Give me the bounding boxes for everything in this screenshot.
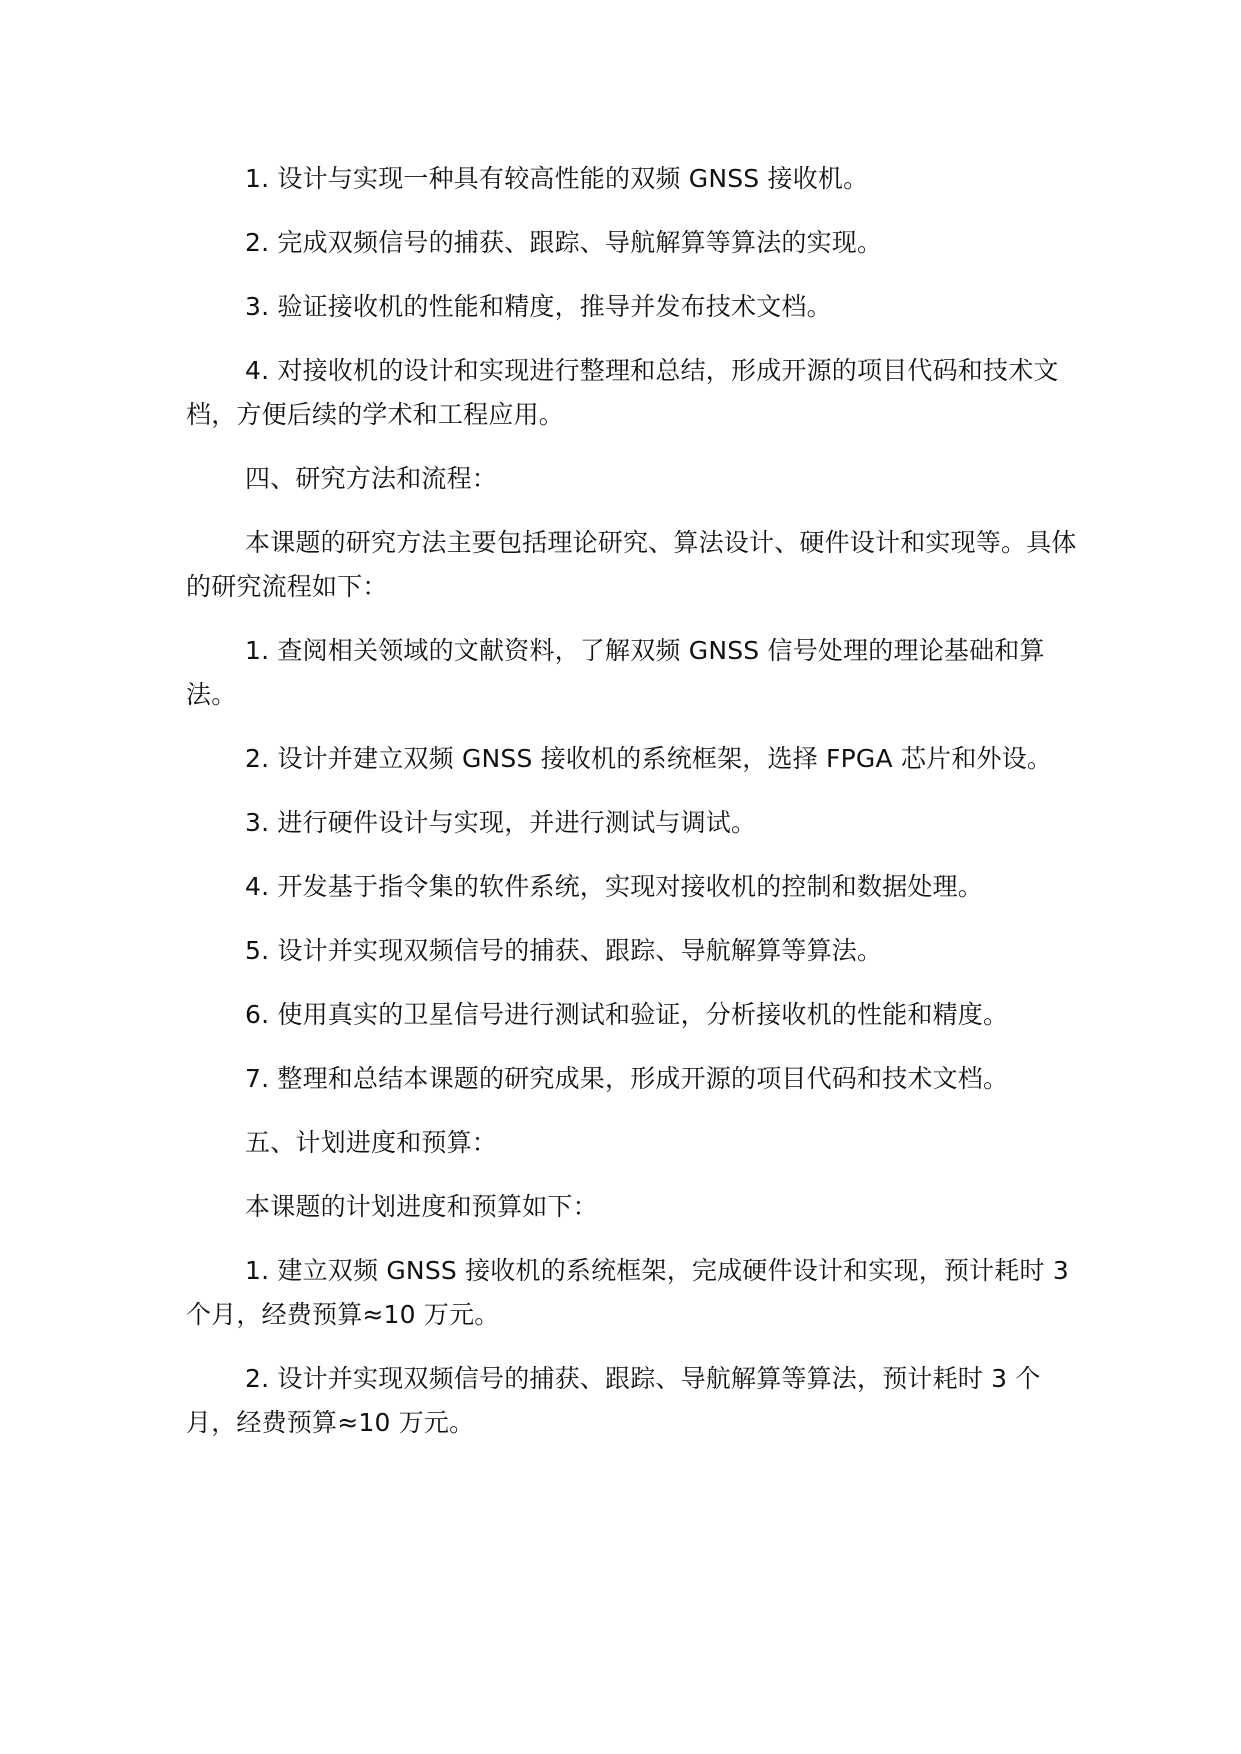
method-step-6: 6. 使用真实的卫星信号进行测试和验证，分析接收机的性能和精度。 — [245, 1000, 1009, 1029]
method-step-5: 5. 设计并实现双频信号的捕获、跟踪、导航解算等算法。 — [245, 936, 883, 965]
plan-intro: 本课题的计划进度和预算如下： — [245, 1192, 598, 1221]
method-step-3: 3. 进行硬件设计与实现，并进行测试与调试。 — [245, 808, 757, 837]
plan-item-2: 2. 设计并实现双频信号的捕获、跟踪、导航解算等算法，预计耗时 3 个月，经费预算≈10 万元。 — [186, 1364, 1041, 1437]
objective-1: 1. 设计与实现一种具有较高性能的双频 GNSS 接收机。 — [245, 164, 869, 193]
method-step-4: 4. 开发基于指令集的软件系统，实现对接收机的控制和数据处理。 — [245, 872, 984, 901]
plan-item-1: 1. 建立双频 GNSS 接收机的系统框架，完成硬件设计和实现，预计耗时 3 个月，经费预算≈10 万元。 — [186, 1256, 1069, 1329]
objective-4: 4. 对接收机的设计和实现进行整理和总结，形成开源的项目代码和技术文档，方便后续的学术和工程应用。 — [186, 356, 1059, 429]
method-step-2: 2. 设计并建立双频 GNSS 接收机的系统框架，选择 FPGA 芯片和外设。 — [245, 744, 1053, 773]
objective-3: 3. 验证接收机的性能和精度，推导并发布技术文档。 — [245, 292, 832, 321]
methods-intro: 本课题的研究方法主要包括理论研究、算法设计、硬件设计和实现等。具体的研究流程如下： — [186, 528, 1077, 601]
method-step-7: 7. 整理和总结本课题的研究成果，形成开源的项目代码和技术文档。 — [245, 1064, 1009, 1093]
section-heading-plan: 五、计划进度和预算： — [245, 1128, 498, 1157]
objective-2: 2. 完成双频信号的捕获、跟踪、导航解算等算法的实现。 — [245, 228, 883, 257]
document-body — [186, 157, 1086, 1465]
method-step-1: 1. 查阅相关领域的文献资料，了解双频 GNSS 信号处理的理论基础和算法。 — [186, 636, 1045, 709]
section-heading-methods: 四、研究方法和流程： — [245, 464, 498, 493]
